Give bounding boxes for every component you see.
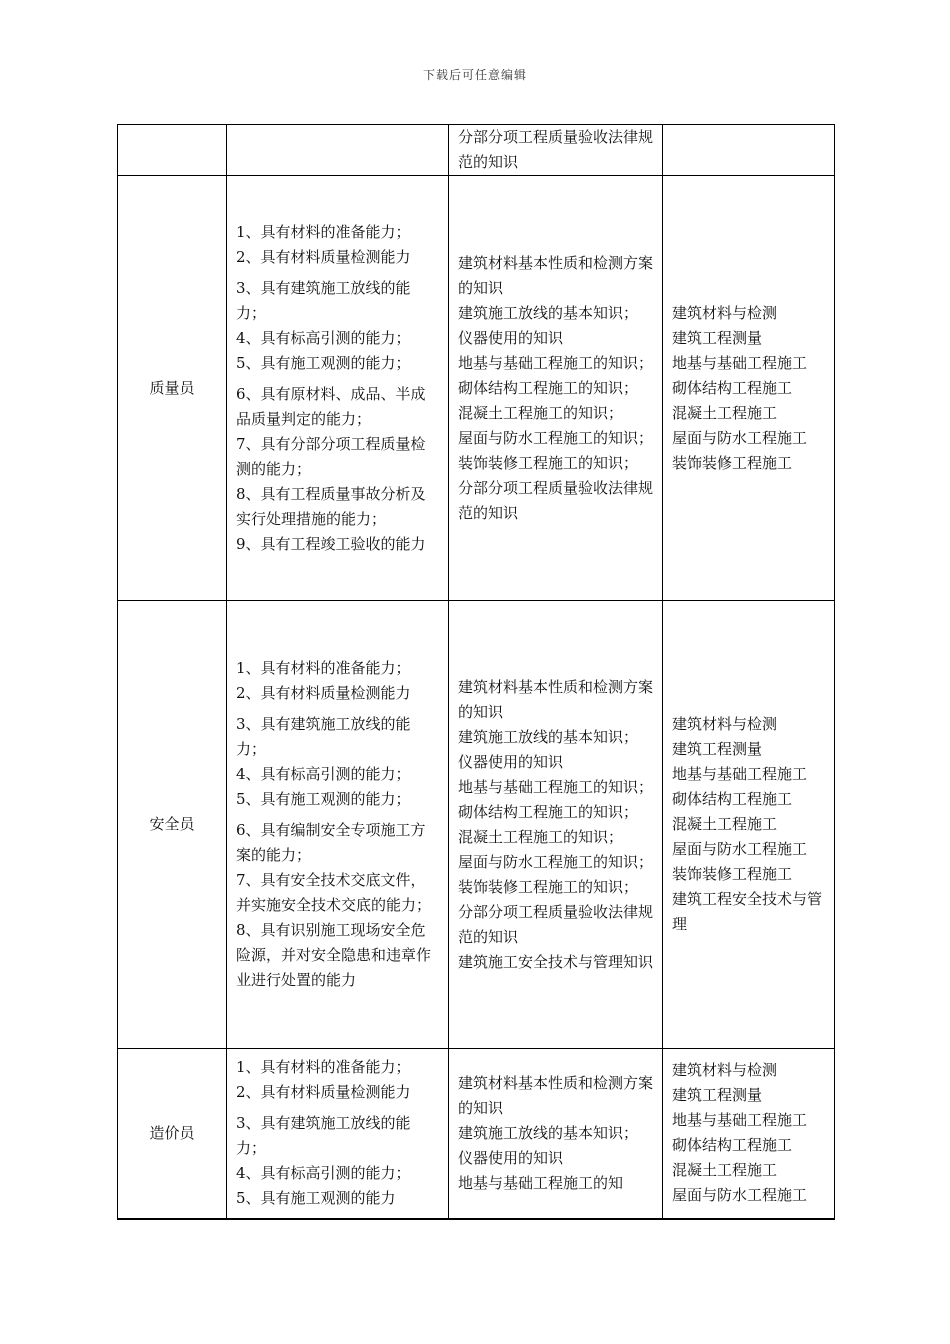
knowledge-item: 建筑材料基本性质和检测方案的知识 bbox=[458, 253, 654, 297]
knowledge-item: 建筑施工放线的基本知识； bbox=[458, 1123, 639, 1142]
ability-item: 5、具有施工观测的能力 bbox=[236, 1189, 396, 1208]
ability-item: 6、具有编制安全专项施工方案的能力； bbox=[236, 821, 426, 864]
knowledge-item: 砌体结构工程施工的知识； bbox=[458, 378, 639, 397]
ability-item: 3、具有建筑施工放线的能力； bbox=[236, 1114, 411, 1158]
knowledge-item: 地基与基础工程施工的知识； bbox=[458, 777, 654, 796]
knowledge-item: 屋面与防水工程施工的知识； bbox=[458, 852, 654, 871]
role-cell bbox=[118, 125, 227, 176]
course-item: 建筑工程测量 bbox=[672, 740, 763, 758]
knowledge-cell bbox=[449, 125, 663, 176]
abilities-cell bbox=[227, 1049, 449, 1219]
knowledge-item: 建筑施工放线的基本知识； bbox=[458, 727, 639, 746]
knowledge-item: 砌体结构工程施工的知识； bbox=[458, 802, 639, 821]
knowledge-item: 仪器使用的知识 bbox=[458, 752, 564, 771]
course-item: 建筑材料与检测 bbox=[672, 715, 778, 733]
course-item: 建筑工程测量 bbox=[672, 328, 763, 347]
abilities-cell bbox=[227, 125, 449, 176]
ability-item: 4、具有标高引测的能力； bbox=[236, 1164, 411, 1183]
ability-item: 6、具有原材料、成品、半成品质量判定的能力； bbox=[236, 384, 426, 428]
ability-item: 3、具有建筑施工放线的能力； bbox=[236, 715, 411, 758]
knowledge-item: 混凝土工程施工的知识； bbox=[458, 403, 624, 422]
course-item: 装饰装修工程施工 bbox=[672, 865, 793, 883]
knowledge-item: 分部分项工程质量验收法律规范的知识 bbox=[458, 902, 654, 946]
course-item: 建筑材料与检测 bbox=[672, 303, 778, 322]
knowledge-item: 装饰装修工程施工的知识； bbox=[458, 453, 639, 472]
courses-cell bbox=[663, 1049, 835, 1219]
course-item: 混凝土工程施工 bbox=[672, 815, 778, 833]
ability-item: 5、具有施工观测的能力； bbox=[236, 353, 411, 372]
ability-item: 8、具有工程质量事故分析及实行处理措施的能力； bbox=[236, 484, 426, 528]
ability-item: 1、具有材料的准备能力； bbox=[236, 222, 411, 241]
knowledge-item: 建筑材料基本性质和检测方案的知识 bbox=[458, 677, 654, 721]
course-item: 砌体结构工程施工 bbox=[672, 790, 793, 808]
knowledge-item: 分部分项工程质量验收法律规范的知识 bbox=[458, 128, 654, 171]
job-skills-table bbox=[117, 124, 835, 1220]
table-row bbox=[118, 176, 835, 601]
role-name: 质量员 bbox=[149, 378, 195, 397]
course-item: 屋面与防水工程施工 bbox=[672, 1186, 808, 1205]
course-item: 建筑材料与检测 bbox=[672, 1061, 778, 1080]
role-cell bbox=[118, 1049, 227, 1219]
abilities-cell bbox=[227, 601, 449, 1049]
course-item: 地基与基础工程施工 bbox=[672, 1111, 808, 1130]
course-item: 装饰装修工程施工 bbox=[672, 453, 793, 472]
knowledge-item: 建筑材料基本性质和检测方案的知识 bbox=[458, 1073, 654, 1117]
role-name: 安全员 bbox=[149, 815, 195, 833]
ability-item: 8、具有识别施工现场安全危险源，并对安全隐患和违章作业进行处置的能力 bbox=[236, 921, 432, 989]
table-row bbox=[118, 1049, 835, 1219]
courses-cell bbox=[663, 176, 835, 601]
course-item: 砌体结构工程施工 bbox=[672, 378, 793, 397]
ability-item: 7、具有安全技术交底文件，并实施安全技术交底的能力； bbox=[236, 871, 432, 914]
ability-item: 2、具有材料质量检测能力 bbox=[236, 247, 411, 266]
courses-cell bbox=[663, 125, 835, 176]
table-row bbox=[118, 601, 835, 1049]
table-row bbox=[118, 125, 835, 176]
ability-item: 4、具有标高引测的能力； bbox=[236, 328, 411, 347]
course-item: 屋面与防水工程施工 bbox=[672, 428, 808, 447]
course-item: 屋面与防水工程施工 bbox=[672, 840, 808, 858]
knowledge-item: 混凝土工程施工的知识； bbox=[458, 827, 624, 846]
page-header: 下载后可任意编辑 bbox=[422, 68, 527, 82]
knowledge-cell bbox=[449, 601, 663, 1049]
abilities-cell bbox=[227, 176, 449, 601]
knowledge-item: 地基与基础工程施工的知 bbox=[458, 1173, 624, 1192]
ability-item: 5、具有施工观测的能力； bbox=[236, 790, 411, 808]
ability-item: 3、具有建筑施工放线的能力； bbox=[236, 278, 411, 322]
courses-cell bbox=[663, 601, 835, 1049]
course-item: 混凝土工程施工 bbox=[672, 403, 778, 422]
knowledge-cell bbox=[449, 1049, 663, 1219]
course-item: 混凝土工程施工 bbox=[672, 1161, 778, 1180]
course-item: 砌体结构工程施工 bbox=[672, 1136, 793, 1155]
knowledge-item: 屋面与防水工程施工的知识； bbox=[458, 428, 654, 447]
knowledge-item: 仪器使用的知识 bbox=[458, 1148, 564, 1167]
ability-item: 2、具有材料质量检测能力 bbox=[236, 1083, 411, 1102]
course-item: 建筑工程测量 bbox=[672, 1086, 763, 1105]
ability-item: 1、具有材料的准备能力； bbox=[236, 659, 411, 677]
course-item: 建筑工程安全技术与管理 bbox=[672, 890, 823, 933]
knowledge-cell bbox=[449, 176, 663, 601]
knowledge-item: 装饰装修工程施工的知识； bbox=[458, 877, 639, 896]
knowledge-item: 地基与基础工程施工的知识； bbox=[458, 353, 654, 372]
ability-item: 1、具有材料的准备能力； bbox=[236, 1058, 411, 1077]
role-name: 造价员 bbox=[149, 1123, 195, 1142]
course-item: 地基与基础工程施工 bbox=[672, 353, 808, 372]
role-cell bbox=[118, 176, 227, 601]
ability-item: 9、具有工程竣工验收的能力 bbox=[236, 534, 426, 553]
role-cell bbox=[118, 601, 227, 1049]
ability-item: 2、具有材料质量检测能力 bbox=[236, 684, 411, 702]
knowledge-item: 建筑施工安全技术与管理知识 bbox=[458, 952, 654, 971]
ability-item: 4、具有标高引测的能力； bbox=[236, 765, 411, 783]
knowledge-item: 分部分项工程质量验收法律规范的知识 bbox=[458, 478, 654, 522]
knowledge-item: 仪器使用的知识 bbox=[458, 328, 564, 347]
course-item: 地基与基础工程施工 bbox=[672, 765, 808, 783]
ability-item: 7、具有分部分项工程质量检测的能力； bbox=[236, 434, 426, 478]
knowledge-item: 建筑施工放线的基本知识； bbox=[458, 303, 639, 322]
